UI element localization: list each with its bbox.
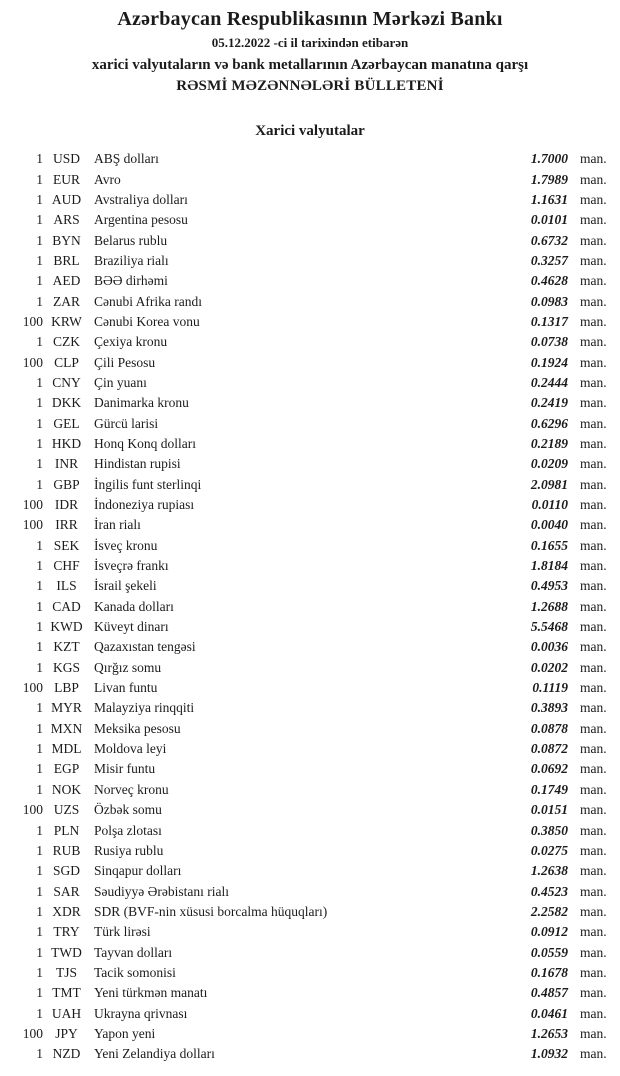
rate-value: 0.2444	[530, 374, 568, 390]
currency-code: NOK	[51, 781, 82, 797]
currency-name: İran rialı	[94, 517, 141, 533]
rate-row	[0, 393, 620, 413]
currency-name: Türk lirəsi	[94, 924, 151, 940]
currency-name: Moldova leyi	[94, 741, 167, 757]
unit-label: man.	[580, 964, 607, 980]
unit-label: man.	[580, 374, 607, 390]
unit-label: man.	[580, 1005, 607, 1021]
currency-code: MXN	[50, 720, 83, 736]
unit-label: man.	[580, 497, 607, 513]
currency-code: SGD	[52, 863, 80, 879]
currency-quantity: 1	[36, 252, 43, 268]
currency-quantity: 1	[36, 842, 43, 858]
rate-row	[0, 556, 620, 576]
rate-row	[0, 820, 620, 840]
currency-name: Səudiyyə Ərəbistanı rialı	[94, 883, 229, 899]
rate-row	[0, 739, 620, 759]
currency-name: Cənubi Afrika randı	[94, 293, 202, 309]
currency-name: Qırğız somu	[94, 659, 162, 675]
rate-row	[0, 1003, 620, 1023]
rate-value: 2.2582	[530, 903, 568, 919]
unit-label: man.	[580, 781, 607, 797]
rate-row	[0, 678, 620, 698]
rate-row	[0, 495, 620, 515]
rate-value: 5.5468	[530, 619, 568, 635]
unit-label: man.	[580, 517, 607, 533]
unit-label: man.	[580, 313, 607, 329]
rate-value: 0.0101	[530, 212, 568, 228]
currency-quantity: 1	[36, 374, 43, 390]
rate-row	[0, 637, 620, 657]
currency-code: EGP	[53, 761, 80, 777]
unit-label: man.	[580, 720, 607, 736]
rate-row	[0, 617, 620, 637]
unit-label: man.	[580, 476, 607, 492]
currency-code: CAD	[52, 598, 81, 614]
rate-row	[0, 190, 620, 210]
unit-label: man.	[580, 944, 607, 960]
currency-quantity: 1	[36, 334, 43, 350]
currency-quantity: 1	[36, 761, 43, 777]
currency-name: İsveçrə frankı	[94, 558, 169, 574]
currency-name: Polşa zlotası	[94, 822, 162, 838]
currency-code: RUB	[52, 842, 81, 858]
unit-label: man.	[580, 863, 607, 879]
currency-code: TRY	[53, 924, 80, 940]
effective-date-line: 05.12.2022 -ci il tarixindən etibarən	[211, 35, 409, 50]
currency-code: XDR	[52, 903, 81, 919]
unit-label: man.	[580, 700, 607, 716]
rate-row	[0, 759, 620, 779]
rate-value: 0.0878	[530, 720, 568, 736]
currency-code: ILS	[56, 578, 77, 594]
currency-code: HKD	[51, 435, 82, 451]
rate-value: 0.1749	[530, 781, 568, 797]
currency-quantity: 1	[36, 537, 43, 553]
currency-name: Çili Pesosu	[94, 354, 156, 370]
currency-quantity: 1	[36, 659, 43, 675]
unit-label: man.	[580, 659, 607, 675]
unit-label: man.	[580, 1046, 607, 1062]
currency-name: Ukrayna qrivnası	[94, 1005, 188, 1021]
currency-quantity: 1	[36, 171, 43, 187]
rate-value: 0.4523	[530, 883, 568, 899]
currency-code: ARS	[53, 212, 80, 228]
currency-code: KRW	[51, 313, 82, 329]
rate-value: 0.0983	[530, 293, 568, 309]
currency-name: Honq Konq dolları	[94, 435, 196, 451]
currency-quantity: 1	[36, 863, 43, 879]
unit-label: man.	[580, 680, 607, 696]
currency-code: SEK	[53, 537, 80, 553]
unit-label: man.	[580, 537, 607, 553]
rate-value: 0.0872	[530, 741, 568, 757]
rate-row	[0, 169, 620, 189]
rate-value: 2.0981	[530, 476, 568, 492]
unit-label: man.	[580, 741, 607, 757]
currency-code: BRL	[53, 252, 80, 268]
rate-row	[0, 719, 620, 739]
currency-quantity: 1	[36, 456, 43, 472]
unit-label: man.	[580, 1025, 607, 1041]
currency-code: UAH	[51, 1005, 82, 1021]
unit-label: man.	[580, 334, 607, 350]
rate-value: 0.6732	[530, 232, 568, 248]
rate-value: 0.0275	[530, 842, 568, 858]
currency-quantity: 100	[22, 1025, 43, 1041]
currency-code: KGS	[52, 659, 80, 675]
currency-quantity: 1	[36, 578, 43, 594]
currency-quantity: 1	[36, 822, 43, 838]
rate-row	[0, 312, 620, 332]
currency-code: GEL	[53, 415, 80, 431]
currency-code: IDR	[54, 497, 79, 513]
currency-code: TJS	[55, 964, 77, 980]
unit-label: man.	[580, 232, 607, 248]
unit-label: man.	[580, 456, 607, 472]
rate-value: 0.1678	[530, 964, 568, 980]
rate-row	[0, 413, 620, 433]
rate-value: 1.2688	[530, 598, 568, 614]
currency-name: Rusiya rublu	[94, 842, 164, 858]
currency-quantity: 1	[36, 1005, 43, 1021]
unit-label: man.	[580, 171, 607, 187]
unit-label: man.	[580, 985, 607, 1001]
currency-quantity: 1	[36, 720, 43, 736]
rate-value: 0.0151	[530, 802, 568, 818]
currency-code: USD	[52, 151, 80, 167]
unit-label: man.	[580, 842, 607, 858]
currency-quantity: 100	[22, 497, 43, 513]
unit-label: man.	[580, 435, 607, 451]
rate-value: 1.2638	[530, 863, 568, 879]
currency-code: IRR	[55, 517, 78, 533]
rate-value: 0.1119	[532, 680, 568, 696]
currency-quantity: 1	[36, 558, 43, 574]
currency-quantity: 1	[36, 232, 43, 248]
currency-quantity: 1	[36, 598, 43, 614]
currency-quantity: 1	[36, 883, 43, 899]
rate-row	[0, 515, 620, 535]
rate-value: 1.0932	[530, 1046, 568, 1062]
currency-quantity: 1	[36, 741, 43, 757]
currency-quantity: 1	[36, 700, 43, 716]
subtitle-line-2: RƏSMİ MƏZƏNNƏLƏRİ BÜLLETENİ	[176, 78, 444, 94]
rate-row	[0, 475, 620, 495]
currency-name: Çexiya kronu	[94, 334, 168, 350]
rate-row	[0, 922, 620, 942]
section-title: Xarici valyutalar	[255, 123, 365, 139]
currency-name: İsveç kronu	[94, 537, 158, 553]
currency-name: Malayziya rinqqiti	[94, 700, 195, 716]
rate-value: 0.0040	[530, 517, 568, 533]
currency-quantity: 1	[36, 435, 43, 451]
rate-row	[0, 942, 620, 962]
rate-row	[0, 780, 620, 800]
rate-row	[0, 576, 620, 596]
currency-quantity: 1	[36, 639, 43, 655]
currency-code: KWD	[50, 619, 83, 635]
rate-value: 0.0110	[531, 497, 568, 513]
currency-name: Gürcü larisi	[94, 415, 159, 431]
currency-quantity: 1	[36, 212, 43, 228]
rate-row	[0, 454, 620, 474]
currency-name: BƏƏ dirhəmi	[94, 273, 168, 289]
unit-label: man.	[580, 252, 607, 268]
currency-quantity: 1	[36, 415, 43, 431]
currency-name: Tayvan dolları	[94, 944, 173, 960]
rate-row	[0, 963, 620, 983]
rate-row	[0, 230, 620, 250]
currency-code: CZK	[53, 334, 80, 350]
currency-name: Avstraliya dolları	[94, 191, 188, 207]
currency-code: TWD	[51, 944, 82, 960]
rate-row	[0, 1024, 620, 1044]
currency-code: UZS	[53, 802, 80, 818]
rate-value: 0.1655	[530, 537, 568, 553]
currency-name: Tacik somonisi	[94, 964, 176, 980]
currency-code: JPY	[55, 1025, 78, 1041]
rate-value: 1.7989	[530, 171, 568, 187]
currency-name: Braziliya rialı	[94, 252, 169, 268]
currency-name: Argentina pesosu	[94, 212, 188, 228]
rate-value: 0.0738	[530, 334, 568, 350]
currency-quantity: 1	[36, 924, 43, 940]
currency-code: AUD	[51, 191, 82, 207]
currency-code: PLN	[53, 822, 80, 838]
unit-label: man.	[580, 273, 607, 289]
rate-value: 0.0036	[530, 639, 568, 655]
exchange-rates-table	[0, 149, 620, 1064]
currency-quantity: 100	[22, 313, 43, 329]
unit-label: man.	[580, 558, 607, 574]
currency-quantity: 100	[22, 517, 43, 533]
currency-code: GBP	[53, 476, 80, 492]
rate-row	[0, 536, 620, 556]
subtitle-line-1: xarici valyutaların və bank metallarının Azərbaycan manatına qarşı	[91, 57, 529, 73]
currency-quantity: 1	[36, 619, 43, 635]
unit-label: man.	[580, 822, 607, 838]
currency-code: DKK	[51, 395, 82, 411]
rate-row	[0, 434, 620, 454]
currency-quantity: 100	[22, 802, 43, 818]
rate-row	[0, 902, 620, 922]
rate-value: 1.7000	[530, 151, 568, 167]
unit-label: man.	[580, 415, 607, 431]
currency-code: CNY	[52, 374, 81, 390]
currency-name: Belarus rublu	[94, 232, 168, 248]
rate-value: 0.0202	[530, 659, 568, 675]
rate-value: 0.3850	[530, 822, 568, 838]
currency-code: MDL	[51, 741, 82, 757]
rate-value: 0.0692	[530, 761, 568, 777]
rate-value: 0.4953	[530, 578, 568, 594]
currency-code: CLP	[54, 354, 79, 370]
unit-label: man.	[580, 395, 607, 411]
currency-name: Çin yuanı	[94, 374, 147, 390]
rate-value: 0.0559	[530, 944, 568, 960]
rate-row	[0, 291, 620, 311]
rate-value: 0.2189	[530, 435, 568, 451]
currency-name: İndoneziya rupiası	[94, 497, 195, 513]
unit-label: man.	[580, 212, 607, 228]
unit-label: man.	[580, 924, 607, 940]
rate-value: 0.2419	[530, 395, 568, 411]
rate-value: 0.6296	[530, 415, 568, 431]
rate-row	[0, 251, 620, 271]
unit-label: man.	[580, 619, 607, 635]
rate-row	[0, 983, 620, 1003]
rate-value: 0.4628	[530, 273, 568, 289]
rate-value: 0.3893	[530, 700, 568, 716]
currency-code: ZAR	[53, 293, 80, 309]
rate-row	[0, 597, 620, 617]
currency-name: Özbək somu	[94, 802, 162, 818]
rate-row	[0, 861, 620, 881]
currency-code: SAR	[53, 883, 80, 899]
currency-quantity: 1	[36, 781, 43, 797]
rate-row	[0, 1044, 620, 1064]
currency-code: TMT	[52, 985, 81, 1001]
rate-row	[0, 352, 620, 372]
currency-name: Sinqapur dolları	[94, 863, 182, 879]
currency-name: Kanada dolları	[94, 598, 174, 614]
currency-code: NZD	[52, 1046, 81, 1062]
currency-quantity: 100	[22, 354, 43, 370]
rate-row	[0, 841, 620, 861]
currency-name: ABŞ dolları	[94, 151, 159, 167]
currency-name: Küveyt dinarı	[94, 619, 169, 635]
unit-label: man.	[580, 151, 607, 167]
rate-row	[0, 210, 620, 230]
currency-name: Danimarka kronu	[94, 395, 189, 411]
currency-quantity: 1	[36, 395, 43, 411]
currency-code: AED	[52, 273, 81, 289]
unit-label: man.	[580, 354, 607, 370]
currency-code: BYN	[52, 232, 81, 248]
rate-row	[0, 658, 620, 678]
currency-code: CHF	[53, 558, 80, 574]
currency-quantity: 1	[36, 191, 43, 207]
unit-label: man.	[580, 761, 607, 777]
currency-name: Avro	[94, 171, 121, 187]
rate-value: 0.3257	[530, 252, 568, 268]
currency-name: Norveç kronu	[94, 781, 169, 797]
currency-quantity: 1	[36, 985, 43, 1001]
rate-value: 1.1631	[530, 191, 568, 207]
rate-value: 0.0912	[530, 924, 568, 940]
unit-label: man.	[580, 802, 607, 818]
currency-quantity: 1	[36, 151, 43, 167]
currency-quantity: 1	[36, 964, 43, 980]
currency-name: Hindistan rupisi	[94, 456, 181, 472]
currency-quantity: 100	[22, 680, 43, 696]
currency-name: Yeni türkmən manatı	[94, 985, 208, 1001]
currency-quantity: 1	[36, 273, 43, 289]
currency-name: Qazaxıstan tengəsi	[94, 639, 196, 655]
rate-row	[0, 698, 620, 718]
rate-row	[0, 271, 620, 291]
rate-row	[0, 881, 620, 901]
currency-code: INR	[54, 456, 79, 472]
unit-label: man.	[580, 883, 607, 899]
currency-code: LBP	[54, 680, 79, 696]
currency-quantity: 1	[36, 293, 43, 309]
currency-quantity: 1	[36, 903, 43, 919]
rate-row	[0, 800, 620, 820]
rate-row	[0, 332, 620, 352]
rate-value: 0.1924	[530, 354, 568, 370]
rate-row	[0, 149, 620, 169]
currency-name: Livan funtu	[94, 680, 158, 696]
unit-label: man.	[580, 578, 607, 594]
rate-row	[0, 373, 620, 393]
unit-label: man.	[580, 191, 607, 207]
unit-label: man.	[580, 903, 607, 919]
unit-label: man.	[580, 639, 607, 655]
currency-name: Cənubi Korea vonu	[94, 313, 200, 329]
currency-name: Misir funtu	[94, 761, 156, 777]
bank-title: Azərbaycan Respublikasının Mərkəzi Bankı	[117, 8, 503, 30]
currency-quantity: 1	[36, 476, 43, 492]
rate-value: 0.0461	[530, 1005, 568, 1021]
unit-label: man.	[580, 598, 607, 614]
currency-name: İsrail şekeli	[94, 578, 157, 594]
rate-value: 0.0209	[530, 456, 568, 472]
rate-value: 0.4857	[530, 985, 568, 1001]
currency-name: Yapon yeni	[94, 1025, 156, 1041]
rate-value: 1.2653	[530, 1025, 568, 1041]
currency-name: İngilis funt sterlinqi	[94, 476, 202, 492]
document-header	[0, 0, 620, 96]
currency-code: EUR	[53, 171, 80, 187]
currency-quantity: 1	[36, 944, 43, 960]
rate-value: 1.8184	[530, 558, 568, 574]
currency-code: KZT	[53, 639, 80, 655]
unit-label: man.	[580, 293, 607, 309]
currency-quantity: 1	[36, 1046, 43, 1062]
rate-value: 0.1317	[530, 313, 568, 329]
currency-name: Meksika pesosu	[94, 720, 181, 736]
currency-name: SDR (BVF-nin xüsusi borcalma hüquqları)	[94, 903, 328, 919]
currency-name: Yeni Zelandiya dolları	[94, 1046, 215, 1062]
currency-code: MYR	[51, 700, 82, 716]
